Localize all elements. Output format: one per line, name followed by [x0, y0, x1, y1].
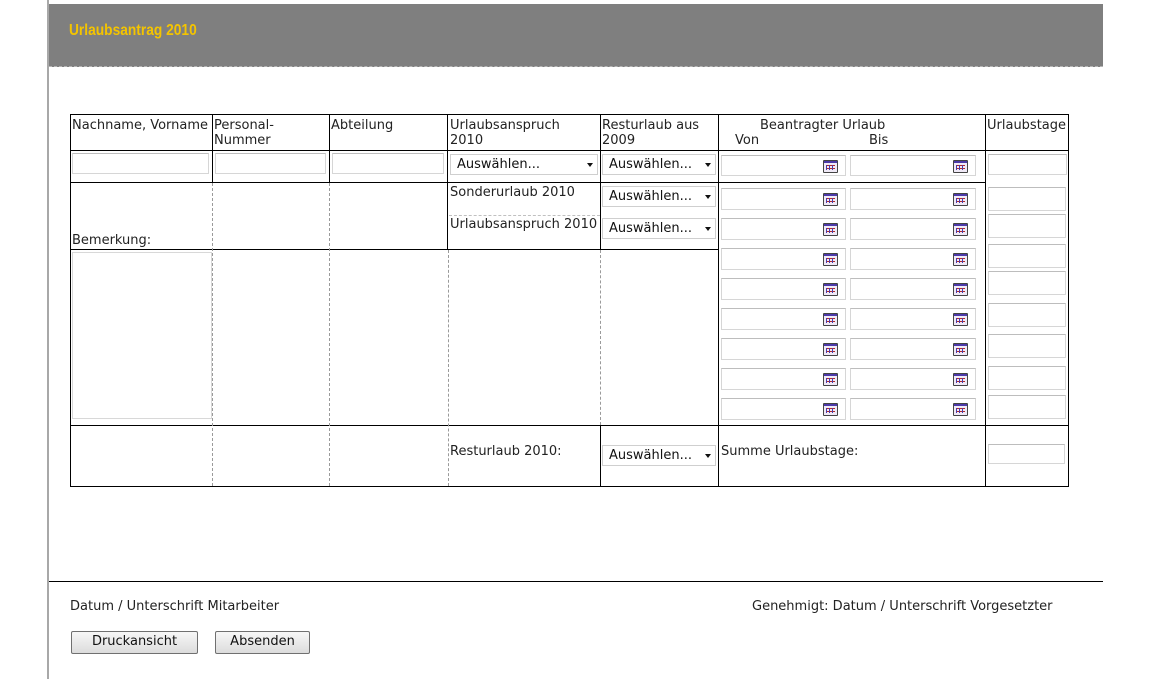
chevron-down-icon — [705, 227, 711, 231]
column-header-von: Von — [735, 133, 760, 148]
footer-divider — [49, 581, 1103, 582]
calendar-icon[interactable] — [823, 223, 838, 236]
calendar-icon[interactable] — [823, 283, 838, 296]
calendar-icon[interactable] — [953, 253, 968, 266]
column-header-urlaubstage: Urlaubstage — [987, 118, 1067, 133]
column-header-bis: Bis — [869, 133, 889, 148]
calendar-icon[interactable] — [953, 403, 968, 416]
date-from-input[interactable] — [721, 398, 846, 420]
calendar-icon[interactable] — [953, 223, 968, 236]
date-to-input[interactable] — [850, 368, 976, 390]
calendar-icon[interactable] — [823, 160, 838, 173]
table-column-divider — [600, 114, 601, 250]
date-from-input[interactable] — [721, 218, 846, 240]
page-title: Urlaubsantrag 2010 — [69, 22, 197, 39]
date-from-input[interactable] — [721, 155, 846, 176]
table-column-divider — [985, 114, 986, 487]
column-header-abteilung: Abteilung — [331, 118, 394, 133]
remarks-textarea[interactable] — [72, 252, 212, 419]
calendar-icon[interactable] — [823, 313, 838, 326]
calendar-icon[interactable] — [823, 193, 838, 206]
vacation-days-input[interactable] — [988, 187, 1066, 211]
calendar-icon[interactable] — [823, 403, 838, 416]
date-from-input[interactable] — [721, 278, 846, 300]
resturlaub-2010-value: Auswählen... — [609, 448, 692, 463]
date-to-input[interactable] — [850, 398, 976, 420]
table-column-divider — [718, 114, 719, 487]
employee-signature-label: Datum / Unterschrift Mitarbeiter — [70, 599, 280, 614]
date-to-input[interactable] — [850, 338, 976, 360]
date-from-input[interactable] — [721, 368, 846, 390]
dashed-divider — [448, 250, 449, 486]
date-to-input[interactable] — [850, 278, 976, 300]
resturlaub-2009-value: Auswählen... — [609, 157, 692, 172]
name-input[interactable] — [72, 153, 209, 174]
table-border-left — [70, 114, 71, 487]
date-to-input[interactable] — [850, 308, 976, 330]
date-from-input[interactable] — [721, 248, 846, 270]
vacation-days-input[interactable] — [988, 214, 1066, 238]
calendar-icon[interactable] — [953, 313, 968, 326]
vacation-days-input[interactable] — [988, 366, 1066, 390]
dashed-divider — [212, 183, 213, 486]
sonderurlaub-label: Sonderurlaub 2010 — [450, 185, 575, 200]
table-column-divider — [600, 425, 601, 487]
date-from-input[interactable] — [721, 308, 846, 330]
vacation-days-input[interactable] — [988, 395, 1066, 419]
urlaubsanspruch-select-value: Auswählen... — [609, 221, 692, 236]
supervisor-signature-label: Genehmigt: Datum / Unterschrift Vorgesetzter — [752, 599, 1053, 614]
calendar-icon[interactable] — [953, 160, 968, 173]
calendar-icon[interactable] — [953, 373, 968, 386]
column-header-beantragt: Beantragter Urlaub — [760, 118, 886, 133]
sonderurlaub-select-value: Auswählen... — [609, 189, 692, 204]
table-border-top — [70, 114, 1069, 115]
calendar-icon[interactable] — [823, 373, 838, 386]
table-row-divider — [70, 425, 1069, 426]
resturlaub-2010-select[interactable] — [602, 445, 716, 466]
column-header-anspruch-line2: 2010 — [450, 133, 484, 148]
personal-number-input[interactable] — [215, 153, 326, 174]
vacation-days-input[interactable] — [988, 244, 1066, 268]
column-header-personal-line1: Personal- — [214, 118, 274, 133]
column-header-name: Nachname, Vorname — [72, 118, 209, 133]
sonderurlaub-select[interactable] — [602, 186, 716, 207]
summe-label: Summe Urlaubstage: — [721, 444, 859, 459]
dashed-divider — [329, 183, 330, 486]
column-header-anspruch-line1: Urlaubsanspruch — [450, 118, 560, 133]
table-column-divider — [212, 114, 213, 183]
date-to-input[interactable] — [850, 218, 976, 240]
urlaubsanspruch-select[interactable] — [602, 218, 716, 239]
chevron-down-icon — [705, 195, 711, 199]
chevron-down-icon — [705, 454, 711, 458]
department-input[interactable] — [332, 153, 444, 174]
column-header-resturlaub-line1: Resturlaub aus — [602, 118, 700, 133]
anspruch-select[interactable] — [450, 154, 598, 175]
date-from-input[interactable] — [721, 338, 846, 360]
date-from-input[interactable] — [721, 188, 846, 210]
resturlaub-2009-select[interactable] — [602, 154, 716, 175]
column-header-personal-line2: Nummer — [214, 133, 271, 148]
date-to-input[interactable] — [850, 155, 976, 176]
date-to-input[interactable] — [850, 188, 976, 210]
calendar-icon[interactable] — [823, 343, 838, 356]
anspruch-select-value: Auswählen... — [457, 157, 540, 172]
table-border-right — [1068, 114, 1069, 487]
vacation-days-input[interactable] — [988, 271, 1066, 295]
calendar-icon[interactable] — [953, 343, 968, 356]
resturlaub-2010-label: Resturlaub 2010: — [450, 444, 562, 459]
chevron-down-icon — [705, 163, 711, 167]
date-to-input[interactable] — [850, 248, 976, 270]
vacation-days-input[interactable] — [988, 154, 1067, 175]
table-border-bottom — [70, 486, 1069, 487]
bemerkung-label: Bemerkung: — [72, 233, 152, 248]
urlaubsanspruch-label: Urlaubsanspruch 2010 — [450, 217, 598, 232]
print-view-button[interactable]: Druckansicht — [71, 631, 198, 654]
table-row-divider — [70, 249, 719, 250]
dashed-divider — [600, 250, 601, 425]
table-header-divider — [70, 150, 1069, 151]
chevron-down-icon — [587, 163, 593, 167]
table-row-divider — [70, 182, 985, 183]
calendar-icon[interactable] — [953, 283, 968, 296]
column-header-resturlaub-line2: 2009 — [602, 133, 636, 148]
dashed-divider — [449, 215, 600, 216]
table-column-divider — [447, 114, 448, 250]
table-column-divider — [329, 114, 330, 183]
calendar-icon[interactable] — [823, 253, 838, 266]
submit-button[interactable]: Absenden — [215, 631, 310, 654]
calendar-icon[interactable] — [953, 193, 968, 206]
vacation-days-input[interactable] — [988, 334, 1066, 358]
vacation-days-input[interactable] — [988, 303, 1066, 327]
total-days-input[interactable] — [988, 444, 1065, 464]
